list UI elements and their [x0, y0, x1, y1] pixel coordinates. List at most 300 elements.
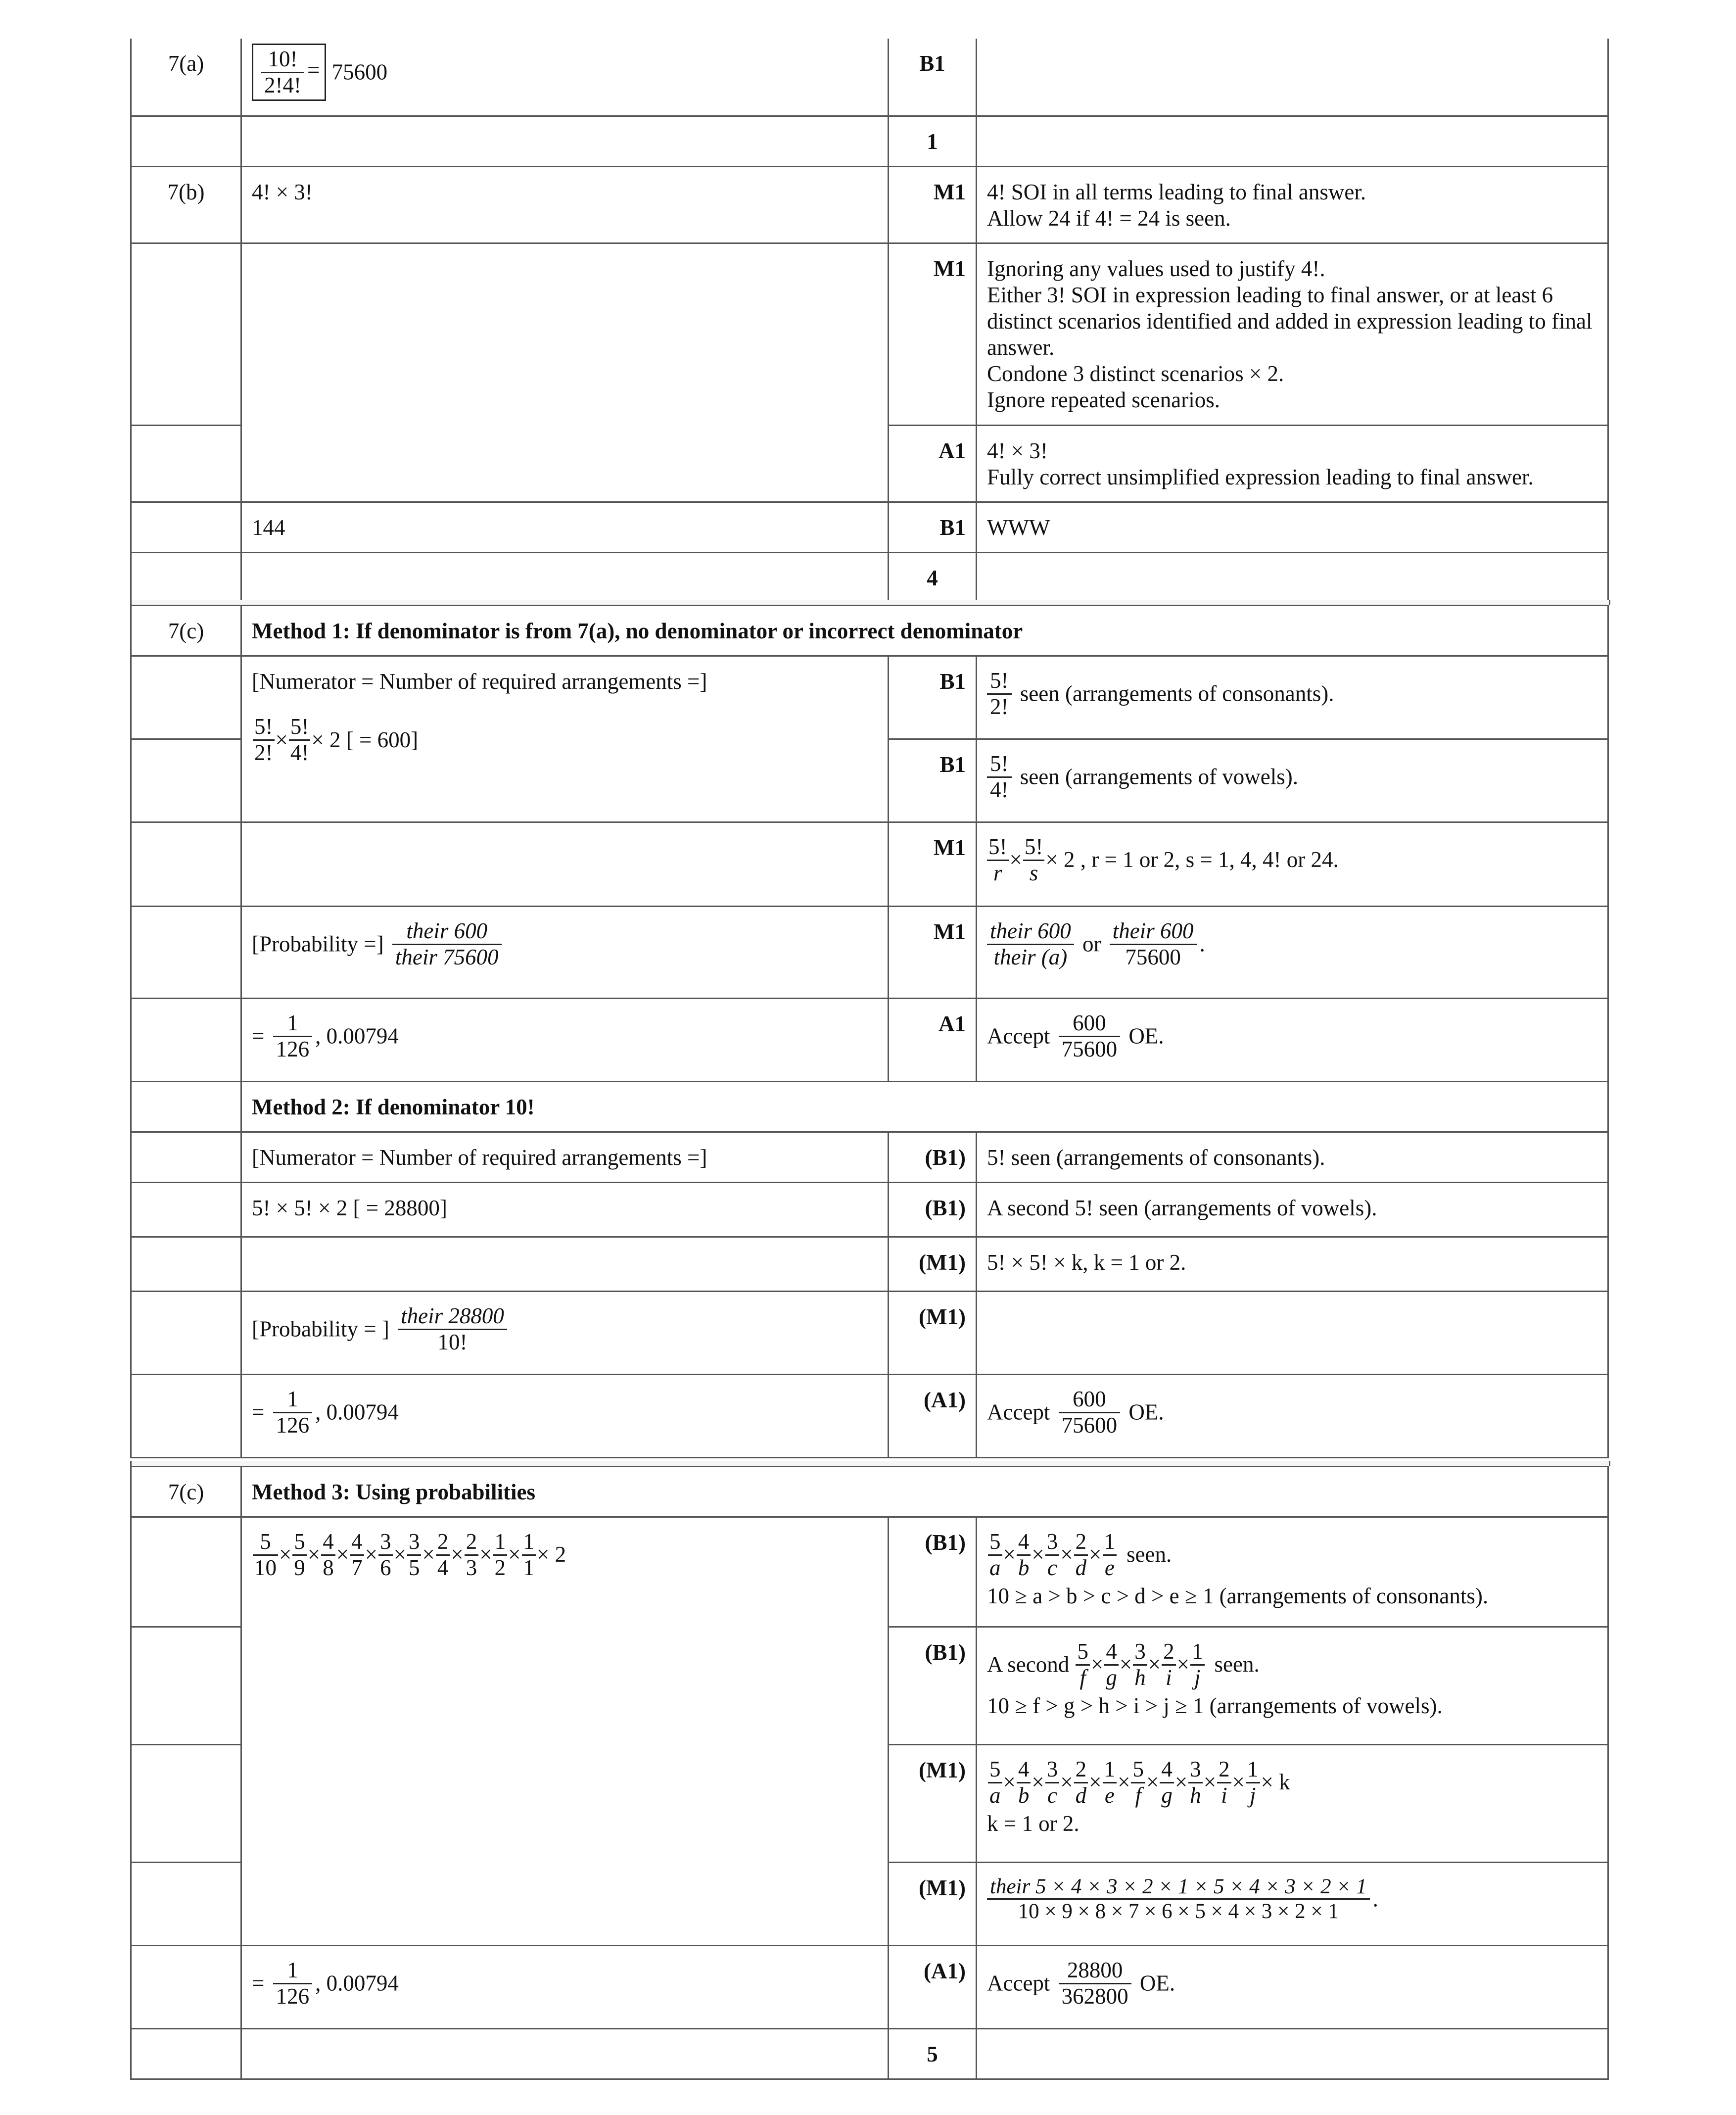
denominator: 5 [408, 1555, 420, 1580]
denominator: 75600 [1125, 944, 1181, 969]
guidance-cell [977, 243, 1608, 425]
numerator: 4 [1104, 1639, 1119, 1666]
denominator: 126 [276, 1036, 310, 1061]
probability-label: [Probability =] [252, 931, 384, 957]
guidance-cell [977, 1517, 1608, 1627]
or-text: or [1082, 931, 1101, 957]
denominator: g [1161, 1782, 1173, 1808]
denominator: 2! [990, 694, 1009, 719]
mark-code: M1 [889, 907, 977, 999]
guidance-cell [977, 116, 1608, 166]
guidance-cell [977, 166, 1608, 243]
times-sign: × [1174, 1770, 1188, 1795]
denominator: 3 [466, 1555, 477, 1580]
numerator: 5 [1076, 1639, 1090, 1666]
numerator: 1 [273, 1387, 313, 1413]
table-row [131, 907, 1608, 999]
numerator: 5 [1131, 1757, 1145, 1783]
answer-value: 75600 [331, 59, 388, 85]
question-spacer [131, 1375, 241, 1458]
question-spacer [131, 425, 241, 502]
denominator: 126 [276, 1412, 310, 1438]
table-row [131, 1082, 1608, 1132]
fraction-product [1075, 1639, 1260, 1690]
fraction [1190, 1639, 1205, 1690]
times-sign: × [1148, 1652, 1161, 1677]
denominator: 126 [276, 1983, 310, 2009]
denominator: d [1075, 1555, 1087, 1580]
times-sign: × [1232, 1770, 1245, 1795]
times-sign: × [1203, 1770, 1217, 1795]
fraction [1076, 1639, 1090, 1690]
numerator: 1 [1103, 1757, 1117, 1783]
expression-tail: × k [1261, 1770, 1290, 1795]
numerator-text: their 5 × 4 × 3 × 2 × 1 × 5 × 4 × 3 × 2 × 1 [990, 1875, 1367, 1898]
accept-text: Accept [987, 1399, 1050, 1425]
guidance-cell [977, 1946, 1608, 2029]
answer-cell: 5! × 5! × 2 [ = 28800] [241, 1183, 889, 1237]
table-row [131, 999, 1608, 1082]
answer-cell [241, 999, 889, 1082]
question-spacer [131, 822, 241, 907]
table-row [131, 822, 1608, 907]
mark-code: M1 [889, 166, 977, 243]
fraction [436, 1530, 450, 1580]
answer-cell [241, 656, 889, 822]
times-sign: × [1003, 1542, 1016, 1567]
guidance-text: × 2 , r = 1 or 2, s = 1, 4, 4! or 24. [1045, 847, 1339, 872]
accept-text: Accept [987, 1971, 1050, 1996]
mark-code: (B1) [889, 1183, 977, 1237]
table-separator [130, 1461, 1610, 1466]
guidance-text: seen. [1214, 1652, 1260, 1677]
method-title: Method 1: If denominator is from 7(a), no denominator or incorrect denominator [241, 606, 1608, 656]
mark-code: M1 [889, 822, 977, 907]
numerator-expression: $\frac{5!}{2!}$ × $\frac{5!}{4!}$ × 2 [ = 600] [252, 725, 418, 750]
question-label: 7(a) [131, 39, 241, 116]
numerator-label: [Numerator = Number of required arrangements =] [241, 1132, 889, 1183]
decimal-answer: , 0.00794 [315, 1399, 399, 1425]
guidance-cell [977, 2029, 1608, 2079]
times-sign: × [451, 1542, 464, 1567]
numerator: 5! [1023, 835, 1045, 861]
numerator: 3 [378, 1530, 393, 1556]
numerator: 2 [465, 1530, 479, 1556]
numerator: 600 [1059, 1387, 1121, 1413]
denominator: e [1104, 1782, 1115, 1808]
fraction [493, 1530, 508, 1580]
guidance-cell [977, 999, 1608, 1082]
equals-sign: = [307, 57, 320, 83]
guidance-line: Ignoring any values used to justify 4!. [987, 256, 1325, 281]
denominator: f [1135, 1782, 1141, 1808]
denominator: d [1075, 1782, 1087, 1808]
table-row [131, 1183, 1608, 1237]
question-spacer [131, 1082, 241, 1132]
question-spacer [131, 1292, 241, 1375]
denominator: h [1190, 1782, 1201, 1808]
method-title: Method 2: If denominator 10! [241, 1082, 1608, 1132]
guidance-text: seen (arrangements of vowels). [1020, 764, 1299, 789]
numerator: 2 [1162, 1639, 1176, 1666]
table-row [131, 1132, 1608, 1183]
table-row [131, 166, 1608, 243]
numerator: 3 [1045, 1530, 1060, 1556]
denominator: 6 [380, 1555, 391, 1580]
mark-code: (M1) [889, 1745, 977, 1863]
numerator: 1 [493, 1530, 508, 1556]
numerator: 5! [289, 715, 311, 741]
table-row [131, 2029, 1608, 2079]
times-sign: × [279, 1542, 292, 1567]
denominator: r [993, 860, 1002, 885]
question-spacer [131, 116, 241, 166]
numerator: 5! [253, 715, 275, 741]
guidance-cell [977, 39, 1608, 116]
decimal-answer: , 0.00794 [315, 1971, 399, 1996]
oe-text: OE. [1128, 1023, 1164, 1049]
guidance-text: seen (arrangements of consonants). [1020, 681, 1334, 706]
numerator: their 28800 [398, 1304, 507, 1330]
accept-text: Accept [987, 1023, 1050, 1049]
times-sign: × [1146, 1770, 1159, 1795]
denominator: 4 [437, 1555, 449, 1580]
fraction [1217, 1757, 1231, 1808]
guidance-cell: WWW [977, 502, 1608, 552]
numerator: 4 [1017, 1757, 1031, 1783]
question-label: 7(c) [131, 1467, 241, 1517]
mark-code: B1 [889, 502, 977, 552]
guidance-cell [977, 739, 1608, 822]
fraction [1074, 1757, 1088, 1808]
mark-code: (M1) [889, 1237, 977, 1292]
denominator: g [1106, 1665, 1117, 1690]
denominator: b [1018, 1555, 1030, 1580]
fraction [407, 1530, 422, 1580]
denominator: f [1079, 1665, 1086, 1690]
denominator: 2!4! [264, 72, 301, 97]
numerator-label: [Numerator = Number of required arrangements =] [252, 669, 707, 694]
answer-cell [241, 1375, 889, 1458]
question-spacer [131, 1745, 241, 1863]
total-marks: 1 [889, 116, 977, 166]
question-spacer [131, 1863, 241, 1946]
fraction [1131, 1757, 1145, 1808]
fraction [378, 1530, 393, 1580]
times-sign: × [1118, 1770, 1130, 1795]
question-spacer [131, 1627, 241, 1745]
times-sign: × [479, 1542, 492, 1567]
numerator: 1 [522, 1530, 536, 1556]
guidance-cell [977, 1627, 1608, 1745]
guidance-cell [977, 1745, 1608, 1863]
table-row [131, 1467, 1608, 1517]
denominator: 4! [290, 740, 309, 765]
table-row [131, 552, 1608, 603]
denominator: 10 × 9 × 8 × 7 × 6 × 5 × 4 × 3 × 2 × 1 [1018, 1900, 1339, 1923]
denominator: a [989, 1555, 1001, 1580]
question-spacer [131, 2029, 241, 2079]
mark-code: M1 [889, 243, 977, 425]
answer-cell [241, 116, 889, 166]
equals-sign: = [252, 1971, 265, 1996]
fraction [1074, 1530, 1088, 1580]
question-spacer [131, 552, 241, 603]
numerator: 1 [273, 1958, 313, 1984]
guidance-cell: $\frac{5!}{r}$ × $\frac{5!}{s}$ × 2 , r = 1 or 2, s = 1, 4, 4! or 24. [977, 822, 1608, 907]
table-separator [130, 600, 1610, 605]
fraction [1017, 1757, 1031, 1808]
guidance-line: 10 ≥ f > g > h > i > j ≥ 1 (arrangements of vowels). [987, 1693, 1443, 1718]
numerator: 1 [1190, 1639, 1205, 1666]
numerator: 2 [1217, 1757, 1231, 1783]
numerator: 2 [436, 1530, 450, 1556]
numerator: 4 [1017, 1530, 1031, 1556]
denominator: j [1194, 1665, 1201, 1690]
times-sign: × [508, 1542, 521, 1567]
numerator: 3 [1133, 1639, 1147, 1666]
answer-cell: 4! × 3! [241, 166, 889, 243]
fraction [1162, 1639, 1176, 1690]
mark-code: (A1) [889, 1375, 977, 1458]
mark-code: A1 [889, 999, 977, 1082]
mark-code: (B1) [889, 1132, 977, 1183]
denominator: 75600 [1061, 1036, 1118, 1061]
table-row [131, 656, 1608, 739]
guidance-cell: A second 5! seen (arrangements of vowels). [977, 1183, 1608, 1237]
question-spacer [131, 1183, 241, 1237]
fraction [261, 47, 304, 97]
probability-label: [Probability = ] [252, 1316, 389, 1342]
question-label: 7(b) [131, 166, 241, 243]
numerator: 5 [253, 1530, 278, 1556]
denominator: 2 [494, 1555, 506, 1580]
decimal-answer: , 0.00794 [315, 1023, 399, 1049]
question-spacer [131, 656, 241, 739]
guidance-cell: 5! seen (arrangements of consonants). [977, 1132, 1608, 1183]
table-row [131, 1946, 1608, 2029]
table-row [131, 39, 1608, 116]
numerator: 1 [1103, 1530, 1117, 1556]
equals-sign: = [252, 1023, 265, 1049]
times-sign: × [1032, 1770, 1044, 1795]
mark-code: (B1) [889, 1627, 977, 1745]
numerator: 5! [987, 669, 1012, 695]
answer-cell [241, 552, 889, 603]
denominator: 10! [437, 1329, 468, 1354]
fraction [1160, 1757, 1174, 1808]
times-sign: × [1119, 1652, 1132, 1677]
question-spacer [131, 243, 241, 425]
table-row [131, 1517, 1608, 1627]
fraction [1188, 1757, 1203, 1808]
fraction [1103, 1757, 1117, 1808]
method-title: Method 3: Using probabilities [241, 1467, 1608, 1517]
numerator: 5 [988, 1757, 1002, 1783]
answer-cell [241, 39, 889, 116]
guidance-cell: their 600 their (a) or their 600 75600 . [977, 907, 1608, 999]
denominator: 75600 [1061, 1412, 1118, 1438]
answer-cell [241, 822, 889, 907]
mark-code: (B1) [889, 1517, 977, 1627]
numerator: 5! [987, 835, 1009, 861]
mark-scheme-table-7c-method-3 [130, 1466, 1609, 2080]
mark-code: B1 [889, 39, 977, 116]
numerator: 2 [1074, 1757, 1088, 1783]
mark-scheme-table-7ab [130, 39, 1609, 604]
numerator [987, 1875, 1370, 1900]
table-row [131, 243, 1608, 425]
denominator: j [1250, 1782, 1256, 1808]
denominator: b [1018, 1782, 1030, 1808]
fraction [1045, 1530, 1060, 1580]
answer-cell [241, 1946, 889, 2029]
denominator: 4! [990, 777, 1009, 802]
denominator: 1 [523, 1555, 535, 1580]
numerator: 3 [1188, 1757, 1203, 1783]
table-row [131, 502, 1608, 552]
answer-cell [241, 1517, 889, 1946]
fraction [1103, 1530, 1117, 1580]
question-spacer [131, 739, 241, 822]
times-sign: × [365, 1542, 378, 1567]
denominator: 8 [323, 1555, 334, 1580]
guidance-line: Condone 3 distinct scenarios × 2. [987, 361, 1284, 386]
guidance-cell [977, 1375, 1608, 1458]
numerator: their 600 [987, 919, 1074, 945]
guidance-line: Ignore repeated scenarios. [987, 387, 1220, 412]
guidance-line: 4! SOI in all terms leading to final answer. [987, 179, 1366, 204]
times-sign: × [1032, 1542, 1044, 1567]
probability-product-expression [252, 1529, 566, 1580]
mark-scheme-table-7c-methods-1-2 [130, 605, 1609, 1458]
oe-text: OE. [1128, 1399, 1164, 1425]
times-sign: × [422, 1542, 435, 1567]
numerator: 10! [261, 47, 304, 73]
fraction [1017, 1530, 1031, 1580]
times-sign: × [393, 1542, 406, 1567]
numerator: 4 [321, 1530, 335, 1556]
times-sign: × [1176, 1652, 1190, 1677]
times-sign: × [1060, 1542, 1073, 1567]
numerator: 28800 [1059, 1958, 1131, 1984]
guidance-line: 10 ≥ a > b > c > d > e ≥ 1 (arrangements of consonants). [987, 1584, 1489, 1608]
denominator: 9 [294, 1555, 305, 1580]
denominator: i [1166, 1665, 1172, 1690]
numerator: 3 [407, 1530, 422, 1556]
fraction [1133, 1639, 1147, 1690]
times-sign: × [1089, 1542, 1102, 1567]
question-spacer [131, 1946, 241, 2029]
guidance-line: 4! × 3! [987, 438, 1048, 463]
guidance-cell: their 5 × 4 × 3 × 2 × 1 × 5 × 4 × 3 × 2 × 1 10 × 9 × 8 × 7 × 6 × 5 × 4 × 3 × 2 × 1 . [977, 1863, 1608, 1946]
guidance-line: k = 1 or 2. [987, 1811, 1079, 1836]
fraction [522, 1530, 536, 1580]
fraction [1045, 1757, 1060, 1808]
table-row [131, 1292, 1608, 1375]
guidance-cell [977, 656, 1608, 739]
guidance-text: A second [987, 1652, 1070, 1677]
question-spacer [131, 999, 241, 1082]
denominator: 7 [351, 1555, 363, 1580]
answer-cell [241, 1237, 889, 1292]
numerator: their 600 [1110, 919, 1197, 945]
fraction [350, 1530, 364, 1580]
equals-sign: = [252, 1399, 265, 1425]
fraction [988, 1757, 1002, 1808]
mark-code: (M1) [889, 1292, 977, 1375]
denominator: 2! [254, 740, 273, 765]
question-spacer [131, 1517, 241, 1627]
times-sign: × [1060, 1770, 1073, 1795]
question-spacer [131, 1132, 241, 1183]
denominator: i [1221, 1782, 1227, 1808]
numerator: 5 [292, 1530, 307, 1556]
denominator: 10 [254, 1555, 277, 1580]
fraction-product [987, 1529, 1172, 1580]
times-sign: × [1090, 1652, 1104, 1677]
denominator: their (a) [993, 944, 1068, 969]
guidance-line: Fully correct unsimplified expression leading to final answer. [987, 464, 1534, 489]
numerator: 2 [1074, 1530, 1088, 1556]
denominator: their 75600 [395, 944, 499, 969]
answer-cell [241, 1292, 889, 1375]
mark-code: (M1) [889, 1863, 977, 1946]
answer-cell: 144 [241, 502, 889, 552]
oe-text: OE. [1139, 1971, 1175, 1996]
answer-cell [241, 907, 889, 999]
fraction-product [987, 1757, 1290, 1808]
fraction [292, 1530, 307, 1580]
denominator: a [989, 1782, 1001, 1808]
guidance-cell [977, 552, 1608, 603]
denominator: s [1029, 860, 1038, 885]
guidance-text: seen. [1126, 1542, 1172, 1567]
guidance-cell [977, 1292, 1608, 1375]
fraction [988, 1530, 1002, 1580]
guidance-cell [977, 425, 1608, 502]
denominator: h [1134, 1665, 1146, 1690]
numerator: 1 [1246, 1757, 1260, 1783]
table-row [131, 116, 1608, 166]
question-spacer [131, 907, 241, 999]
question-spacer [131, 502, 241, 552]
mark-code: (A1) [889, 1946, 977, 2029]
table-row [131, 1375, 1608, 1458]
numerator: 4 [1160, 1757, 1174, 1783]
denominator: c [1047, 1555, 1058, 1580]
times-sign: × [336, 1542, 349, 1567]
numerator: 5! [987, 752, 1012, 778]
mark-code: B1 [889, 739, 977, 822]
numerator: 1 [273, 1011, 313, 1037]
times-sign: × [1003, 1770, 1016, 1795]
numerator: their 600 [392, 919, 502, 945]
question-spacer [131, 1237, 241, 1292]
total-marks: 4 [889, 552, 977, 603]
expression-tail: × 2 [537, 1542, 566, 1567]
expression-tail: × 2 [ = 600] [311, 727, 419, 752]
mark-code: B1 [889, 656, 977, 739]
guidance-line: Allow 24 if 4! = 24 is seen. [987, 205, 1231, 231]
question-label: 7(c) [131, 606, 241, 656]
answer-cell [241, 243, 889, 502]
table-row [131, 1237, 1608, 1292]
table-row [131, 606, 1608, 656]
denominator: e [1104, 1555, 1115, 1580]
fraction [1104, 1639, 1119, 1690]
times-sign: × [307, 1542, 321, 1567]
